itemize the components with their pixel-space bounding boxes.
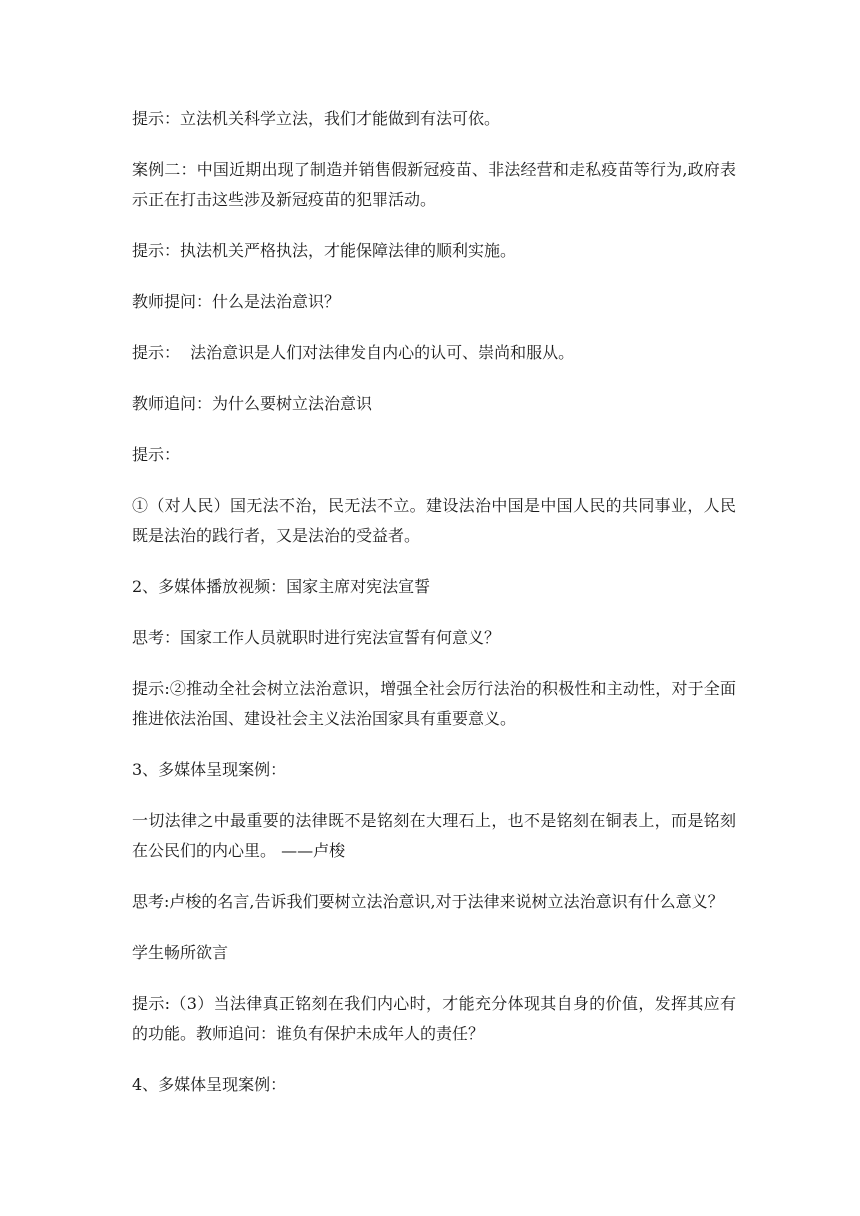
paragraph: 提示：执法机关严格执法，才能保障法律的顺利实施。 bbox=[132, 241, 517, 260]
paragraph: 思考：国家工作人员就职时进行宪法宣誓有何意义？ bbox=[132, 628, 501, 647]
paragraph: 提示： bbox=[132, 445, 181, 464]
paragraph: 提示：立法机关科学立法，我们才能做到有法可依。 bbox=[132, 109, 501, 128]
document-body bbox=[132, 104, 736, 1121]
paragraph: 教师提问：什么是法治意识？ bbox=[132, 292, 341, 311]
paragraph: 案例二：中国近期出现了制造并销售假新冠疫苗、非法经营和走私疫苗等行为,政府表示正在打击这些涉及新冠疫苗的犯罪活动。 bbox=[132, 160, 736, 209]
paragraph: 2、多媒体播放视频：国家主席对宪法宣誓 bbox=[132, 577, 431, 596]
paragraph: 4、多媒体呈现案例： bbox=[132, 1075, 287, 1094]
paragraph: 学生畅所欲言 bbox=[132, 943, 229, 962]
paragraph: 3、多媒体呈现案例： bbox=[132, 760, 287, 779]
paragraph: ①（对人民）国无法不治，民无法不立。建设法治中国是中国人民的共同事业，人民既是法治的践行者，又是法治的受益者。 bbox=[132, 496, 736, 545]
paragraph: 思考:卢梭的名言,告诉我们要树立法治意识,对于法律来说树立法治意识有什么意义？ bbox=[132, 892, 724, 911]
paragraph: 提示： 法治意识是人们对法律发自内心的认可、崇尚和服从。 bbox=[132, 343, 575, 362]
paragraph: 教师追问：为什么要树立法治意识 bbox=[132, 394, 373, 413]
paragraph: 提示:（3）当法律真正铭刻在我们内心时，才能充分体现其自身的价值，发挥其应有的功能。教师追问：谁负有保护未成年人的责任？ bbox=[132, 994, 736, 1043]
paragraph: 提示:②推动全社会树立法治意识，增强全社会厉行法治的积极性和主动性，对于全面推进依法治国、建设社会主义法治国家具有重要意义。 bbox=[132, 679, 736, 728]
paragraph: 一切法律之中最重要的法律既不是铭刻在大理石上，也不是铭刻在铜表上，而是铭刻在公民们的内心里。 ——卢梭 bbox=[132, 811, 736, 860]
